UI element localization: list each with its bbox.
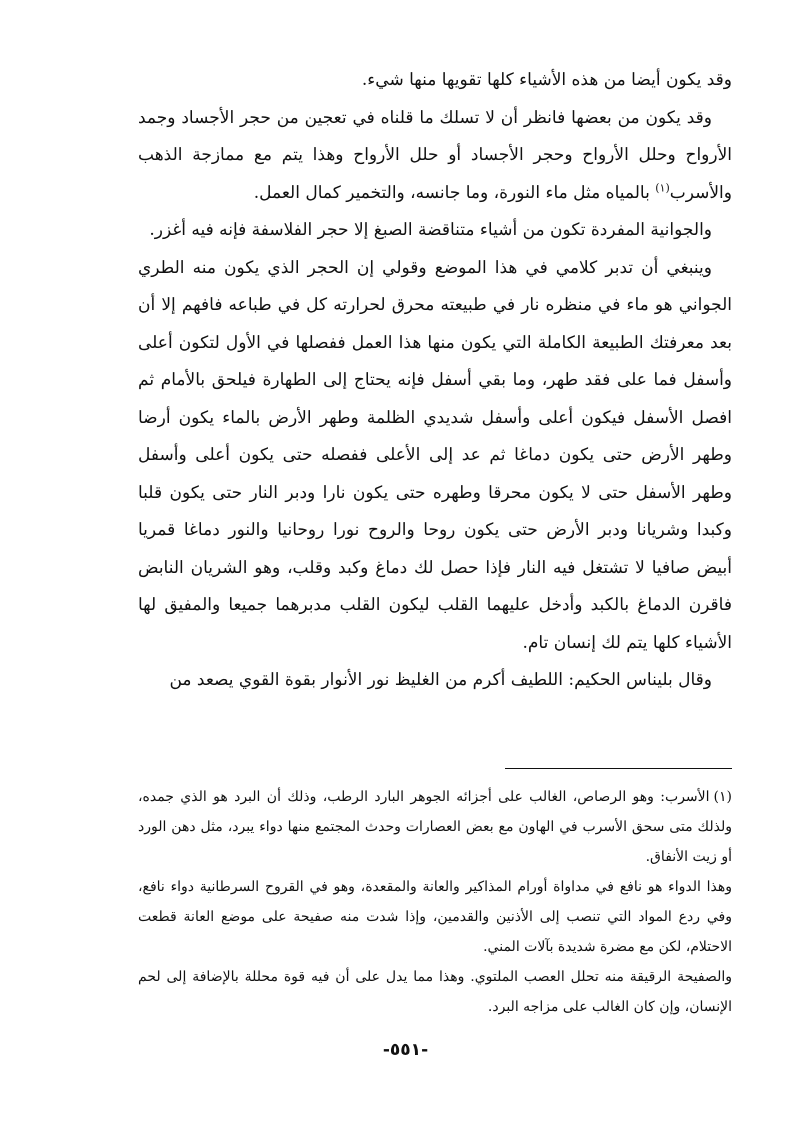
footnote-paragraph-3: والصفيحة الرقيقة منه تحلل العصب الملتوي. وهذا مما يدل على أن فيه قوة محللة بالإضافة إلى لحم الإنسان، وإن كان الغالب على مزاجه البرد. bbox=[138, 969, 732, 1015]
footnote-1 bbox=[138, 782, 732, 872]
paragraph-2 bbox=[138, 100, 732, 213]
footnote-paragraph-2: وهذا الدواء هو نافع في مداواة أورام المذاكير والعانة والمقعدة، وهو في القروح السرطانية دواء نافع، وفي ردع المواد التي تنصب إلى الأذنين والقدمين، وإذا شدت منه صفيحة على موضع العانة قطعت الاحتلام، لكن مع مضرة شديدة بآلات المني. bbox=[138, 879, 732, 955]
paragraph-2-text-end: بالمياه مثل ماء النورة، وما جانسه، والتخمير كمال العمل. bbox=[253, 182, 656, 203]
paragraph-4: وينبغي أن تدبر كلامي في هذا الموضع وقولي إن الحجر الذي يكون منه الطري الجواني هو ماء في منظره نار في طبيعته محرق لحرارته كل في طباعه فافهم إلا أن بعد معرفتك الطبيعة الكاملة التي يكون منها هذا العمل ففصلها في الأول لتكون أعلى وأسفل فما على فقد طهر، وما بقي أسفل فإنه يحتاج إلى الطهارة فيلحق بالأمام ثم افصل الأسفل فيكون أعلى وأسفل شديدي الظلمة وطهر الأرض بالماء يكون أرضا وطهر الأرض حتى يكون دماغا ثم عد إلى الأعلى ففصله حتى يكون أعلى وأسفل وطهر الأسفل حتى لا يكون محرقا وطهره حتى يكون نارا ودبر النار حتى يكون قلبا وكبدا وشريانا ودبر الأرض حتى يكون روحا والروح نورا روحانيا والنور دماغا قمريا أبيض صافيا لا تشتغل فيه النار فإذا حصل لك دماغ وكبد وقلب، وهو الشريان النابض فاقرن الدماغ بالكبد وأدخل عليهما القلب ليكون القلب مدبرهما جميعا والمفيق لها الأشياء كلها يتم لك إنسان تام. bbox=[138, 257, 732, 653]
paragraph-2-text: وقد يكون من بعضها فانظر أن لا تسلك ما قلناه في تعجين من حجر الأجساد وجمد الأرواح وحلل الأرواح وحجر الأجساد أو حلل الأرواح وهذا يتم مع ممازجة الذهب والأسرب bbox=[138, 107, 732, 203]
footnote-reference-1[interactable]: (١) bbox=[655, 180, 670, 194]
page-number: -٥٥١- bbox=[382, 1040, 429, 1060]
main-text bbox=[138, 62, 732, 700]
footnote-number: (١) bbox=[713, 789, 732, 805]
paragraph-1: وقد يكون أيضا من هذه الأشياء كلها تقويها منها شيء. bbox=[361, 70, 732, 90]
paragraph-3: والجوانية المفردة تكون من أشياء متناقضة الصبغ إلا حجر الفلاسفة فإنه فيه أغزر. bbox=[149, 220, 712, 240]
footnotes bbox=[138, 782, 732, 1022]
footnote-separator bbox=[505, 768, 732, 769]
paragraph-5: وقال بليناس الحكيم: اللطيف أكرم من الغليظ نور الأنوار بقوة القوي يصعد من bbox=[169, 670, 712, 690]
footnote-1-text: الأسرب: وهو الرصاص، الغالب على أجزائه الجوهر البارد الرطب، وذلك أن البرد هو الذي جمده، ولذلك متى سحق الأسرب في الهاون مع بعض العصارات وحدث المجتمع منها دواء يبرد، مثل دهن الورد أو زيت الأنفاق. bbox=[138, 789, 732, 865]
